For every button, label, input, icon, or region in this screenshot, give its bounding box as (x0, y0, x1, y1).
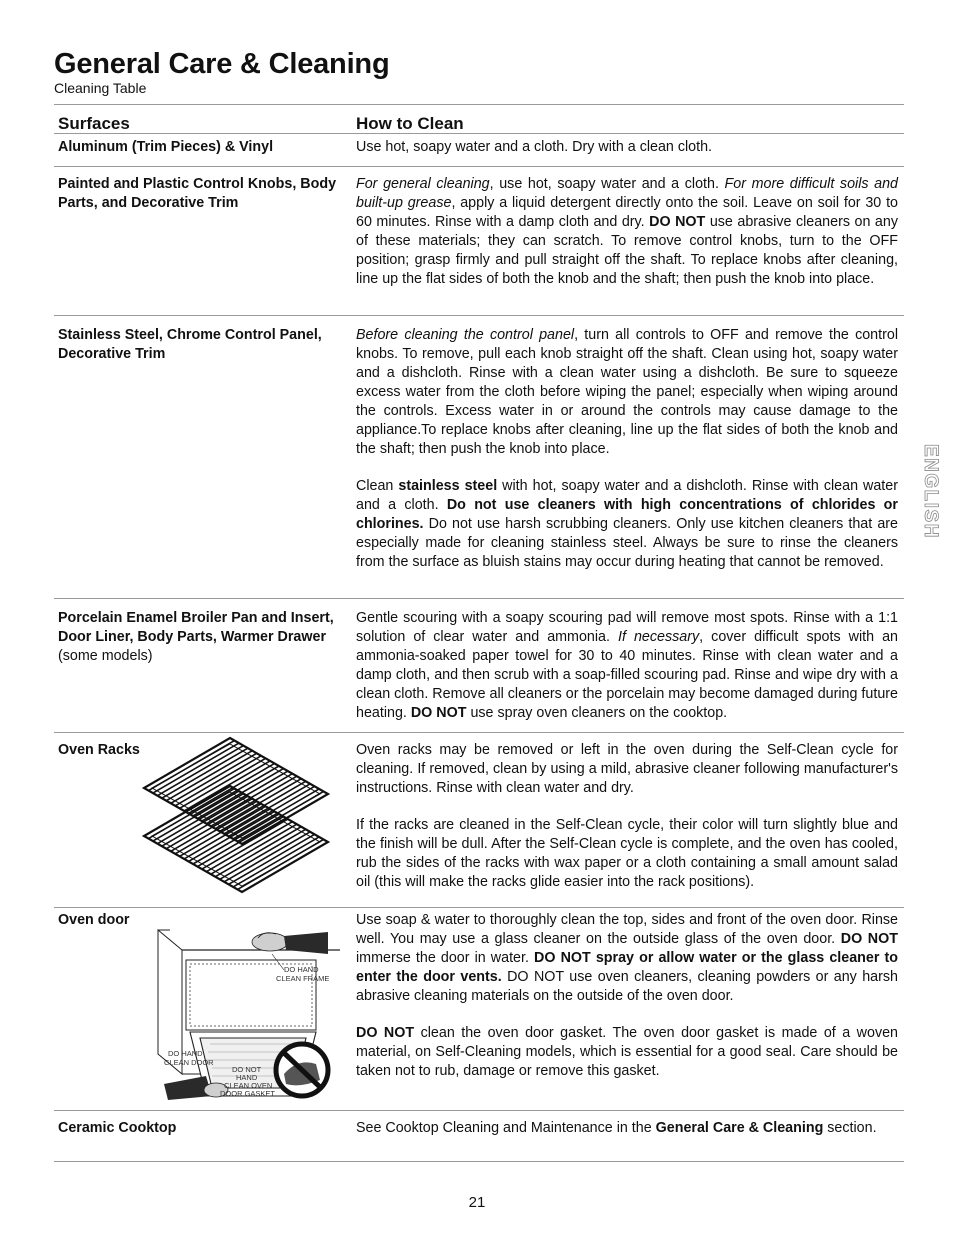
how-to-clean-text (356, 1119, 898, 1138)
surface-name: Stainless Steel, Chrome Control Panel, Decorative Trim (58, 327, 322, 362)
row-divider (54, 1110, 904, 1111)
paragraph: If the racks are cleaned in the Self-Clean cycle, their color will turn slightly blue and the finish will be dull. After the Self-Clean cycle is complete, and the oven has cooled, rub the sides of the racks with wax paper or a cloth containing a small amount salad oil (this will make the racks glide easier into the rack positions). (356, 817, 898, 890)
svg-text:CLEAN FRAME: CLEAN FRAME (276, 974, 330, 983)
paragraph: Oven racks may be removed or left in the oven during the Self-Clean cycle for cleaning. If removed, clean by using a mild, abrasive cleaner following manufacturer's instructions. Rinse with clean water and dry. (356, 742, 898, 796)
row-divider (54, 732, 904, 733)
svg-text:DO HAND: DO HAND (284, 965, 319, 974)
header-divider (54, 104, 904, 105)
page-title: General Care & Cleaning (54, 48, 390, 80)
paragraph: Clean stainless steel with hot, soapy water and a dishcloth. Rinse with clean water and a cloth. Do not use cleaners with high concentrations of chlorides or chlorines. Do not use harsh scrubbing cleaners. Only use kitchen cleaners that are especially made for cleaning stainless steel. Always be sure to rinse the cleaners from the surface as bluish stains may occur during heating that cannot be removed. (356, 478, 898, 570)
svg-text:CLEAN DOOR: CLEAN DOOR (164, 1058, 214, 1067)
surface-name: Painted and Plastic Control Knobs, Body Parts, and Decorative Trim (58, 176, 337, 211)
paragraph: Gentle scouring with a soapy scouring pad will remove most spots. Rinse with a 1:1 solution of clear water and ammonia. If necessary, cover difficult spots with an ammonia-soaked paper towel for 30 to 40 minutes. Rinse with clean water and a damp cloth, and then scrub with a soap-filled scouring pad. Rinse and wipe dry with a clean cloth. Remove all cleaners or the porcelain may become damaged during future heating. DO NOT use spray oven cleaners on the cooktop. (356, 610, 899, 721)
surface-name: Oven door (58, 912, 130, 928)
hand-cloth-icon (252, 932, 328, 954)
surface-name: Aluminum (Trim Pieces) & Vinyl (58, 139, 274, 155)
page-number: 21 (468, 1194, 486, 1211)
paragraph: Before cleaning the control panel, turn all controls to OFF and remove the control knobs. To remove, pull each knob straight off the shaft. Clean using hot, soapy water and a dishcloth. Rinse with a clean water using a dishcloth. Be sure to squeeze excess water from the cloth before wiping the panel; especially when wiping around the controls. Excess water in or around the controls may cause damage to the appliance.To replace knobs after cleaning, line up the flat sides of both the knob and the shaft; then push the knob into place. (356, 327, 898, 457)
page-subtitle: Cleaning Table (54, 80, 147, 96)
paragraph: DO NOT clean the oven door gasket. The oven door gasket is made of a woven material, on Self-Cleaning models, which is essential for a good seal. Care should be taken not to rub, damage or remove this gasket. (356, 1025, 898, 1079)
column-header-surfaces: Surfaces (58, 114, 130, 133)
do-not-symbol-icon (276, 1044, 328, 1096)
how-to-clean-text (356, 138, 898, 157)
oven-racks-illustration (138, 734, 338, 902)
oven-door-illustration (150, 924, 340, 1102)
svg-text:CLEAN OVEN: CLEAN OVEN (224, 1081, 273, 1090)
how-to-clean-text (356, 175, 898, 289)
paragraph: Use soap & water to thoroughly clean the top, sides and front of the oven door. Rinse well. You may use a glass cleaner on the outside glass of the oven door. DO NOT immerse the door in water. DO NOT spray or allow water or the glass cleaner to enter the door vents. DO NOT use oven cleaners, cleaning powders or any harsh abrasive cleaning materials on the outside of the oven door. (356, 912, 898, 1004)
column-header-how-to-clean: How to Clean (356, 114, 464, 133)
surface-name: Porcelain Enamel Broiler Pan and Insert, Door Liner, Body Parts, Warmer Drawer (some models) (58, 610, 334, 664)
surface-name: Ceramic Cooktop (58, 1120, 177, 1136)
language-side-tab (920, 444, 940, 564)
column-header-divider (54, 133, 904, 134)
svg-text:ENGLISH: ENGLISH (920, 444, 940, 539)
how-to-clean-text (356, 326, 898, 572)
svg-text:DO HAND: DO HAND (168, 1049, 203, 1058)
paragraph: See Cooktop Cleaning and Maintenance in the General Care & Cleaning section. (356, 1120, 877, 1136)
how-to-clean-text (356, 609, 898, 723)
svg-text:DOOR GASKET: DOOR GASKET (220, 1089, 276, 1098)
row-divider (54, 1161, 904, 1162)
paragraph: Use hot, soapy water and a cloth. Dry with a clean cloth. (356, 139, 713, 155)
row-divider (54, 166, 904, 167)
surface-name: Oven Racks (58, 742, 140, 758)
how-to-clean-text (356, 911, 898, 1081)
row-divider (54, 907, 904, 908)
svg-text:DO NOT: DO NOT (232, 1065, 262, 1074)
row-divider (54, 315, 904, 316)
row-divider (54, 598, 904, 599)
svg-text:HAND: HAND (236, 1073, 258, 1082)
how-to-clean-text (356, 741, 898, 892)
paragraph: For general cleaning, use hot, soapy water and a cloth. For more difficult soils and built-up grease, apply a liquid detergent directly onto the soil. Leave on soil for 30 to 60 minutes. Rinse with a damp cloth and dry. DO NOT use abrasive cleaners on any of these materials; they can scratch. To remove control knobs, turn to the OFF position; grasp firmly and pull straight off the shaft. To replace knobs after cleaning, line up the flat sides of both the knob and the shaft; then push the knob into place. (356, 176, 899, 287)
